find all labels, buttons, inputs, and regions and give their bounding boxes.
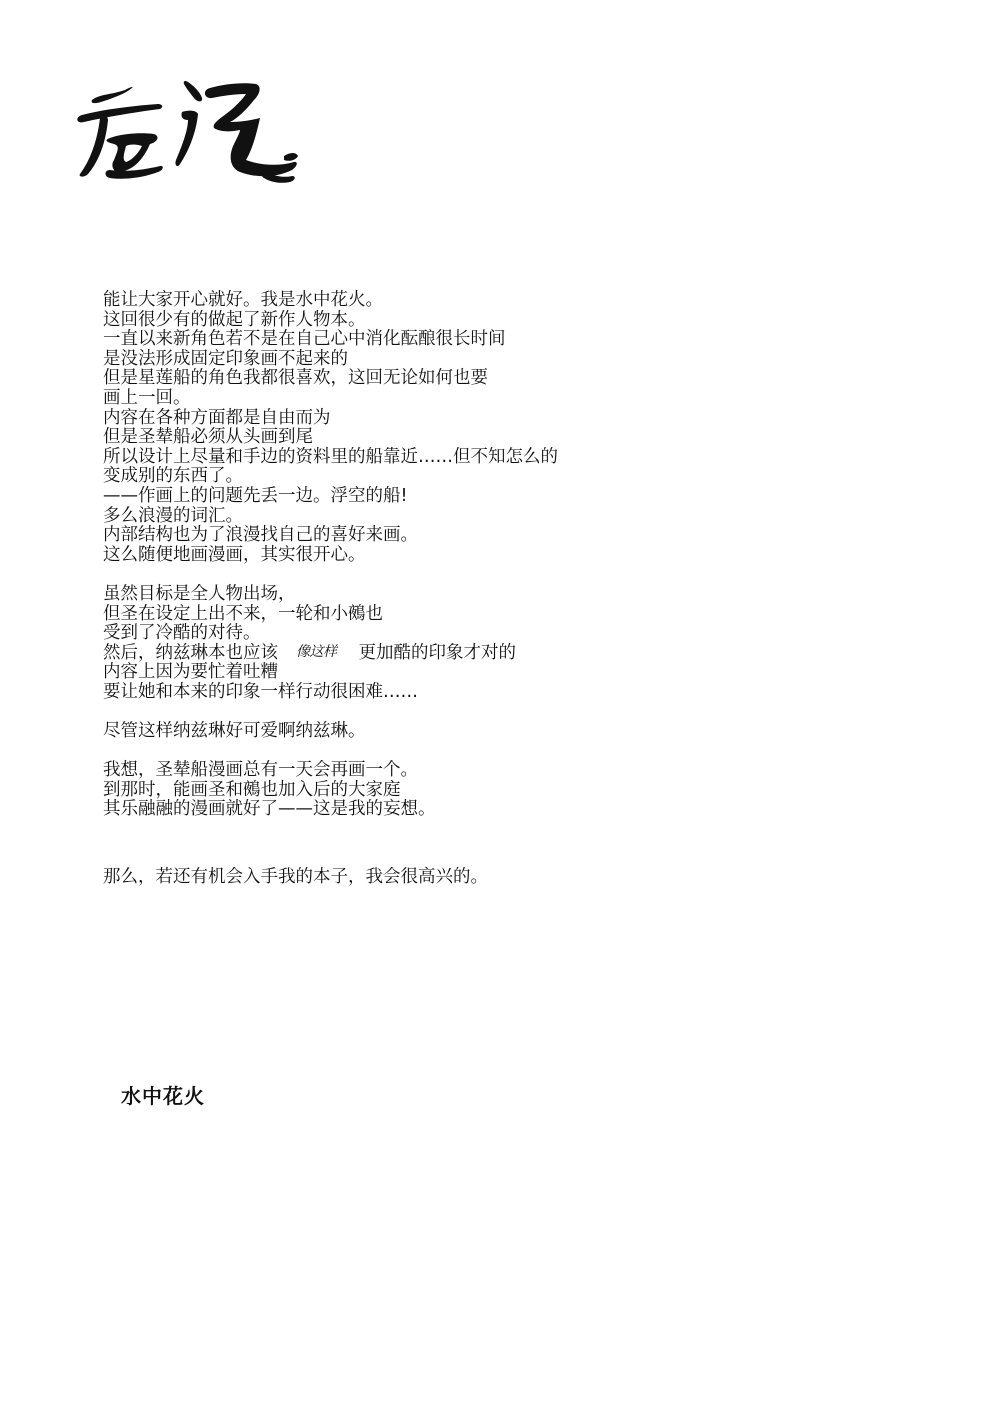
body-line: 内容上因为要忙着吐糟 bbox=[103, 662, 278, 683]
body-line: 虽然目标是全人物出场， bbox=[103, 583, 296, 604]
body-line: 要让她和本来的印象一样行动很困难…… bbox=[103, 681, 418, 702]
title-calligraphy bbox=[70, 60, 300, 190]
paragraph-4 bbox=[103, 761, 663, 820]
paragraph-2 bbox=[103, 585, 663, 703]
paragraph-1 bbox=[103, 291, 663, 565]
body-line: 所以设计上尽量和手边的资料里的船靠近……但不知怎么的 bbox=[103, 446, 558, 467]
body-line: 受到了冷酷的对待。 bbox=[103, 623, 261, 644]
paragraph-3 bbox=[103, 722, 663, 742]
paragraph-gap bbox=[103, 820, 663, 848]
body-line: 但圣在设定上出不来，一轮和小鵺也 bbox=[103, 603, 383, 624]
body-line: 但是圣辇船必须从头画到尾 bbox=[103, 427, 313, 448]
handwritten-note: 像这样 bbox=[296, 643, 337, 660]
body-line: 但是星莲船的角色我都很喜欢，这回无论如何也要 bbox=[103, 368, 488, 389]
body-line-with-note bbox=[103, 644, 663, 664]
body-line: 画上一回。 bbox=[103, 387, 191, 408]
body-text-fragment: 然后，纳兹琳本也应该 bbox=[103, 642, 278, 663]
title-brush-icon bbox=[70, 60, 300, 190]
body-line: 其乐融融的漫画就好了——这是我的妄想。 bbox=[103, 799, 436, 820]
body-line: 一直以来新角色若不是在自己心中消化酝酿很长时间 bbox=[103, 329, 506, 350]
author-signature: 水中花火 bbox=[121, 1084, 205, 1108]
body-line: 那么，若还有机会入手我的本子，我会很高兴的。 bbox=[103, 866, 488, 887]
body-line: 这么随便地画漫画，其实很开心。 bbox=[103, 544, 366, 565]
body-line: 能让大家开心就好。我是水中花火。 bbox=[103, 290, 383, 310]
paragraph-gap bbox=[103, 565, 663, 585]
afterword-body bbox=[103, 291, 663, 887]
body-line: 这回很少有的做起了新作人物本。 bbox=[103, 309, 366, 330]
body-line: 我想，圣辇船漫画总有一天会再画一个。 bbox=[103, 760, 418, 781]
body-line: 到那时，能画圣和鵺也加入后的大家庭 bbox=[103, 779, 401, 800]
body-line: 内容在各种方面都是自由而为 bbox=[103, 407, 331, 428]
body-line: 内部结构也为了浪漫找自己的喜好来画。 bbox=[103, 525, 418, 546]
paragraph-gap bbox=[103, 848, 663, 868]
body-line: 是没法形成固定印象画不起来的 bbox=[103, 348, 348, 369]
body-text-fragment: 更加酷的印象才对的 bbox=[358, 642, 516, 663]
body-line: 尽管这样纳兹琳好可爱啊纳兹琳。 bbox=[103, 721, 366, 742]
body-line: 多么浪漫的词汇。 bbox=[103, 505, 243, 526]
body-line: 变成别的东西了。 bbox=[103, 466, 243, 487]
paragraph-gap bbox=[103, 702, 663, 722]
paragraph-gap bbox=[103, 742, 663, 762]
body-line: ——作画上的问题先丢一边。浮空的船! bbox=[103, 485, 408, 506]
paragraph-5 bbox=[103, 868, 663, 888]
